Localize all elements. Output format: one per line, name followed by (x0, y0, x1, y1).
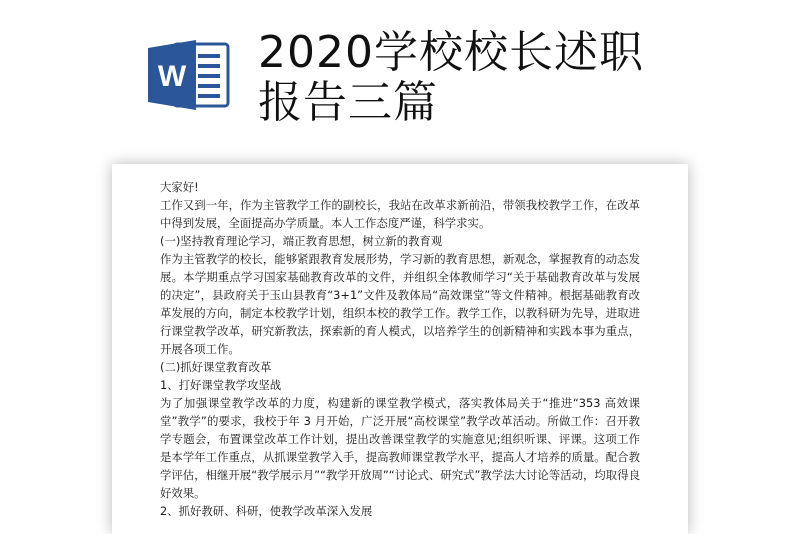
section-heading-1: (一)坚持教育理论学习，端正教育思想，树立新的教育观 (160, 234, 443, 248)
page-title: 2020学校校长述职报告三篇 (258, 27, 644, 128)
paragraph-intro: 工作又到一年，作为主管教学工作的副校长，我站在改革求新前沿，带领我校教学工作，在改革中得到发展，全面提高办学质量。本人工作态度严谨，科学求实。 (160, 198, 640, 230)
word-document-icon (146, 38, 230, 112)
subheading-2: 2、抓好教研、科研，使教学改革深入发展 (160, 504, 373, 518)
word-icon-letter: W (157, 60, 187, 93)
document-body (160, 178, 640, 520)
header (0, 0, 800, 160)
paragraph-section-1: 作为主管教学的校长，能够紧跟教育发展形势，学习新的教育思想，新观念，掌握教育的动态发展。本学期重点学习国家基础教育改革的文件，并组织全体教师学习“关于基础教育改革与发展的决定”，县政府关于玉山县教育“3+1”文件及教体局“高效课堂”等文件精神。根据基础教育改革发展的方向，制定本校教学计划，组织本校的教学工作。教学工作，以教科研为先导，进取进行课堂教学改革，研究新教法，探索新的育人模式，以培养学生的创新精神和实践本事为重点，开展各项工作。 (160, 252, 640, 356)
paragraph-subsection-1: 为了加强课堂教学改革的力度，构建新的课堂教学模式，落实教体局关于“推进“353 高效课堂”教学”的要求，我校于年 3 月开始，广泛开展“高校课堂”教学改革活动。所做工作：召开教学专题会，布置课堂改革工作计划，提出改善课堂教学的实施意见;组织听课、评课。这项工作是本学年工作重点，从抓课堂教学入手，提高教师课堂教学水平，提高人才培养的质量。配合教学评估，相继开展“教学展示月”“教学开放周”“讨论式、研究式”教学法大讨论等活动，均取得良好效果。 (160, 396, 640, 500)
subheading-1: 1、打好课堂教学攻坚战 (160, 378, 282, 392)
paragraph-greeting: 大家好! (160, 180, 199, 194)
section-heading-2: (二)抓好课堂教育改革 (160, 360, 272, 374)
